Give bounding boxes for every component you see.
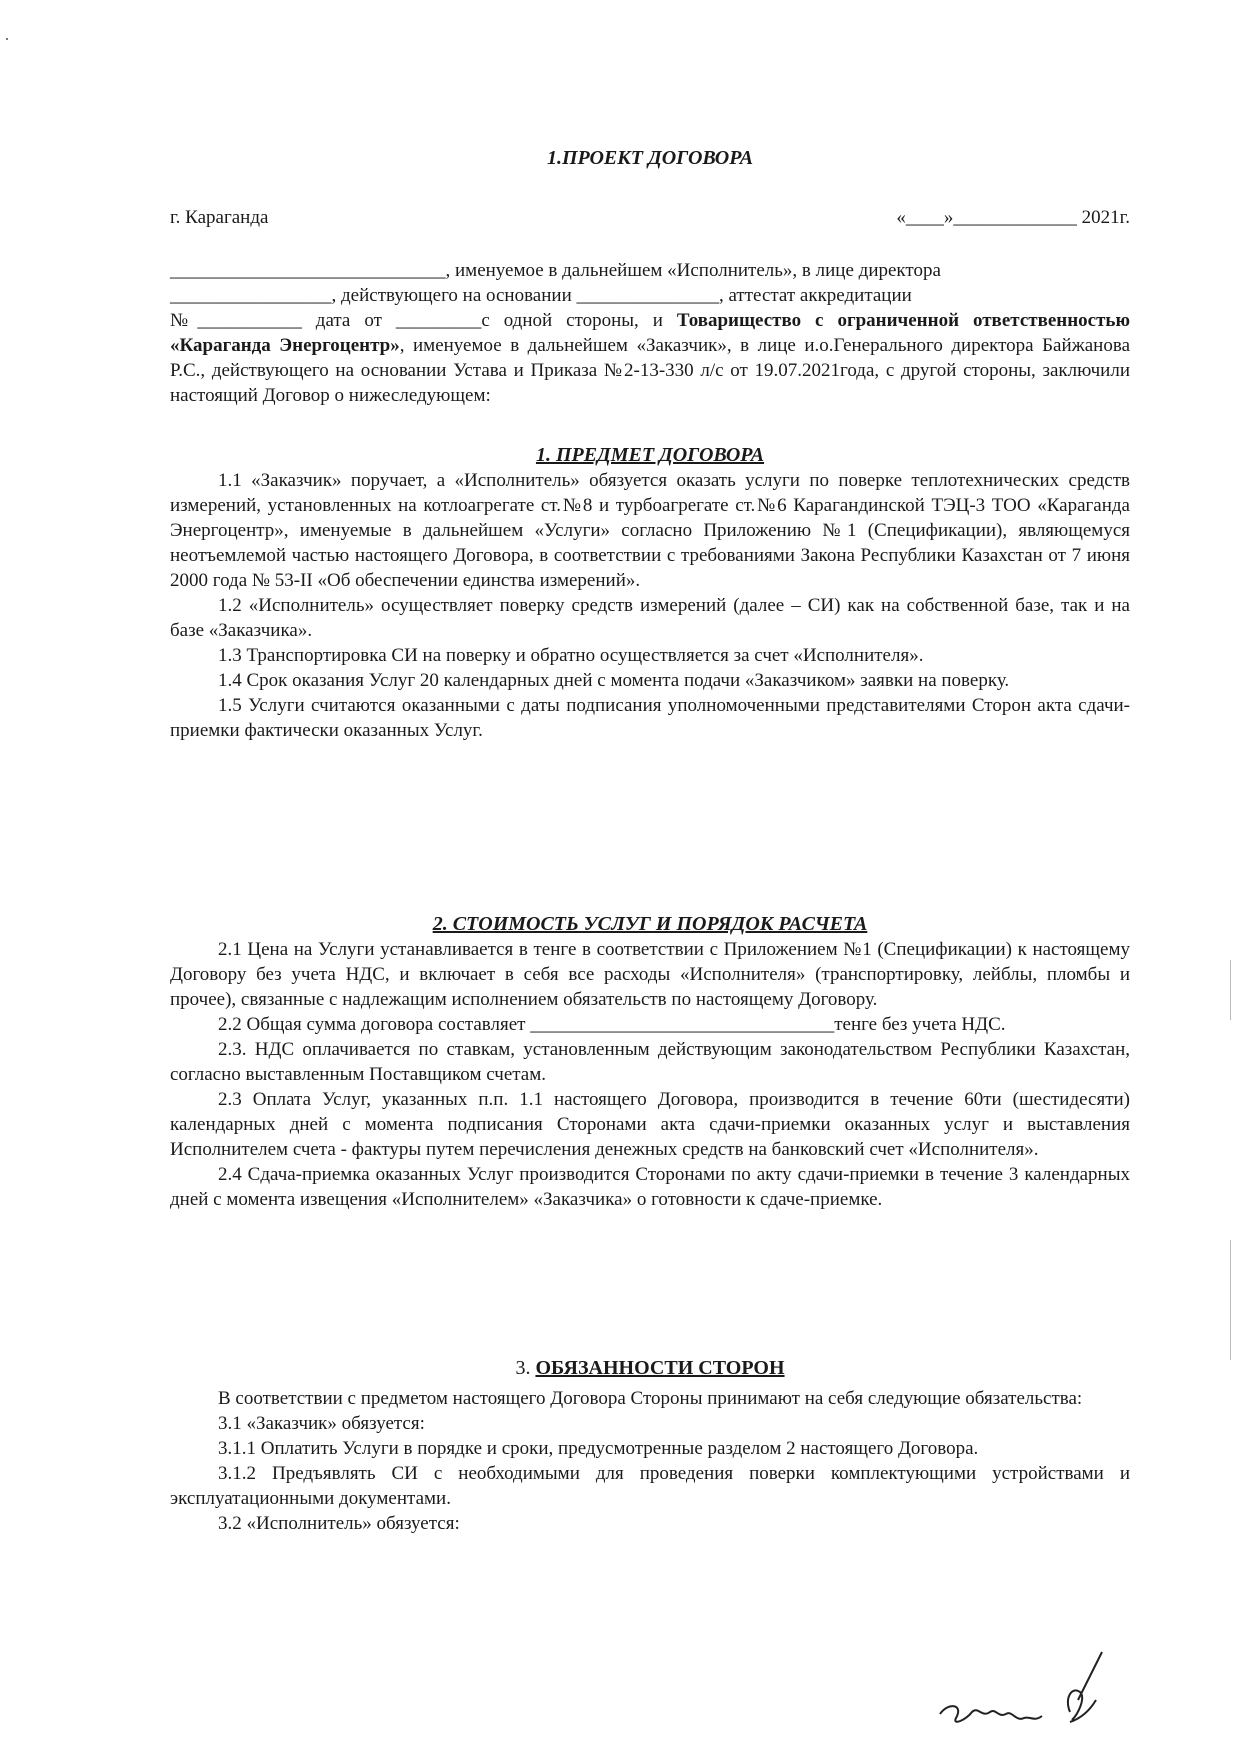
clause-3-intro: В соответствии с предметом настоящего Договора Стороны принимают на себя следующие обязательства: — [218, 1388, 1083, 1409]
city-date-line — [170, 205, 1130, 230]
preamble-text — [170, 308, 1130, 408]
clause-2-1: 2.1 Цена на Услуги устанавливается в тенге в соответствии с Приложением №1 (Спецификации) к настоящему Договору без учета НДС, и включает в себя все расходы «Исполнителя» (транспортировку, лейблы, пломбы и прочее), связанные с надлежащим исполнением обязательств по настоящему Договору. — [170, 939, 1130, 1010]
preamble-line: _____________________________, именуемое в дальнейшем «Исполнитель», в лице директора — [170, 260, 941, 281]
initials-stroke — [940, 1706, 1042, 1722]
clause-1-3: 1.3 Транспортировка СИ на поверку и обратно осуществляется за счет «Исполнителя». — [218, 645, 924, 666]
signature-stroke — [1068, 1652, 1102, 1722]
clause-1-4: 1.4 Срок оказания Услуг 20 календарных дней с момента подачи «Заказчиком» заявки на поверку. — [218, 670, 1010, 691]
clause-3-1-1: 3.1.1 Оплатить Услуги в порядке и сроки, предусмотренные разделом 2 настоящего Договора. — [218, 1438, 979, 1459]
preamble-line: _________________, действующего на основании _______________, аттестат аккредитации — [170, 285, 912, 306]
preamble — [170, 258, 1130, 408]
section-number: 3. — [515, 1357, 536, 1379]
clause-3-1-2: 3.1.2 Предъявлять СИ с необходимыми для проведения поверки комплектующими устройствами и эксплуатационными документами. — [170, 1463, 1130, 1509]
scan-edge-mark — [1230, 1240, 1231, 1360]
clause-2-3-payment: 2.3 Оплата Услуг, указанных п.п. 1.1 настоящего Договора, производится в течение 60ти (шестидесяти) календарных дней с момента подписания Сторонами акта сдачи-приемки оказанных услуг и выставления Исполнителем счета - фактуры путем перечисления денежных средств на банковский счет «Исполнителя». — [170, 1089, 1130, 1160]
customer-name: Товарищество с ограниченной ответственностью «Караганда Энергоцентр» — [170, 310, 1131, 356]
contract-date: «____»_____________ 2021г. — [896, 207, 1130, 228]
clause-3-1: 3.1 «Заказчик» обязуется: — [218, 1413, 425, 1434]
section-1 — [170, 443, 1130, 743]
section-title: 2. СТОИМОСТЬ УСЛУГ И ПОРЯДОК РАСЧЕТА — [432, 913, 868, 935]
handwritten-initials — [920, 1640, 1120, 1740]
section-3 — [170, 1356, 1130, 1536]
scan-edge-mark — [1230, 960, 1231, 1020]
clause-1-5: 1.5 Услуги считаются оказанными с даты подписания уполномоченными представителями Сторон акта сдачи-приемки фактически оказанных Услуг. — [170, 695, 1130, 741]
clause-2-2: 2.2 Общая сумма договора составляет ________________________________тенге без учета НДС. — [218, 1014, 1006, 1035]
preamble-line: №___________ дата от _________с одной стороны, и — [170, 310, 677, 331]
section-2 — [170, 912, 1130, 1212]
clause-3-2: 3.2 «Исполнитель» обязуется: — [218, 1513, 460, 1534]
clause-1-1: 1.1 «Заказчик» поручает, а «Исполнитель» обязуется оказать услуги по поверке теплотехнических средств измерений, установленных на котлоагрегате ст.№8 и турбоагрегате ст.№6 Карагандинской ТЭЦ-3 ТОО «Караганда Энергоцентр», именуемые в дальнейшем «Услуги» согласно Приложению №1 (Спецификации), являющемуся неотъемлемой частью настоящего Договора, в соответствии с требованиями Закона Республики Казахстан от 7 июня 2000 года № 53-II «Об обеспечении единства измерений». — [170, 470, 1130, 591]
section-title — [170, 1356, 1130, 1381]
document-title: 1.ПРОЕКТ ДОГОВОРА — [546, 147, 754, 169]
section-title-text: ОБЯЗАННОСТИ СТОРОН — [535, 1357, 785, 1379]
scan-speck — [6, 38, 8, 40]
city: г. Караганда — [170, 207, 269, 228]
clause-2-4: 2.4 Сдача-приемка оказанных Услуг производится Сторонами по акту сдачи-приемки в течение 3 календарных дней с момента извещения «Исполнителем» «Заказчика» о готовности к сдаче-приемке. — [170, 1164, 1130, 1210]
preamble-line: , именуемое в дальнейшем «Заказчик», в лице и.о.Генерального директора Байжанова Р.С., действующего на основании Устава и Приказа №2-13-330 л/с от 19.07.2021года, с другой стороны, заключили настоящий Договор о нижеследующем: — [170, 335, 1130, 406]
clause-2-3: 2.3. НДС оплачивается по ставкам, установленным действующим законодательством Республики Казахстан, согласно выставленным Поставщиком счетам. — [170, 1039, 1130, 1085]
section-title: 1. ПРЕДМЕТ ДОГОВОРА — [535, 444, 765, 466]
clause-1-2: 1.2 «Исполнитель» осуществляет поверку средств измерений (далее – СИ) как на собственной базе, так и на базе «Заказчика». — [170, 595, 1130, 641]
